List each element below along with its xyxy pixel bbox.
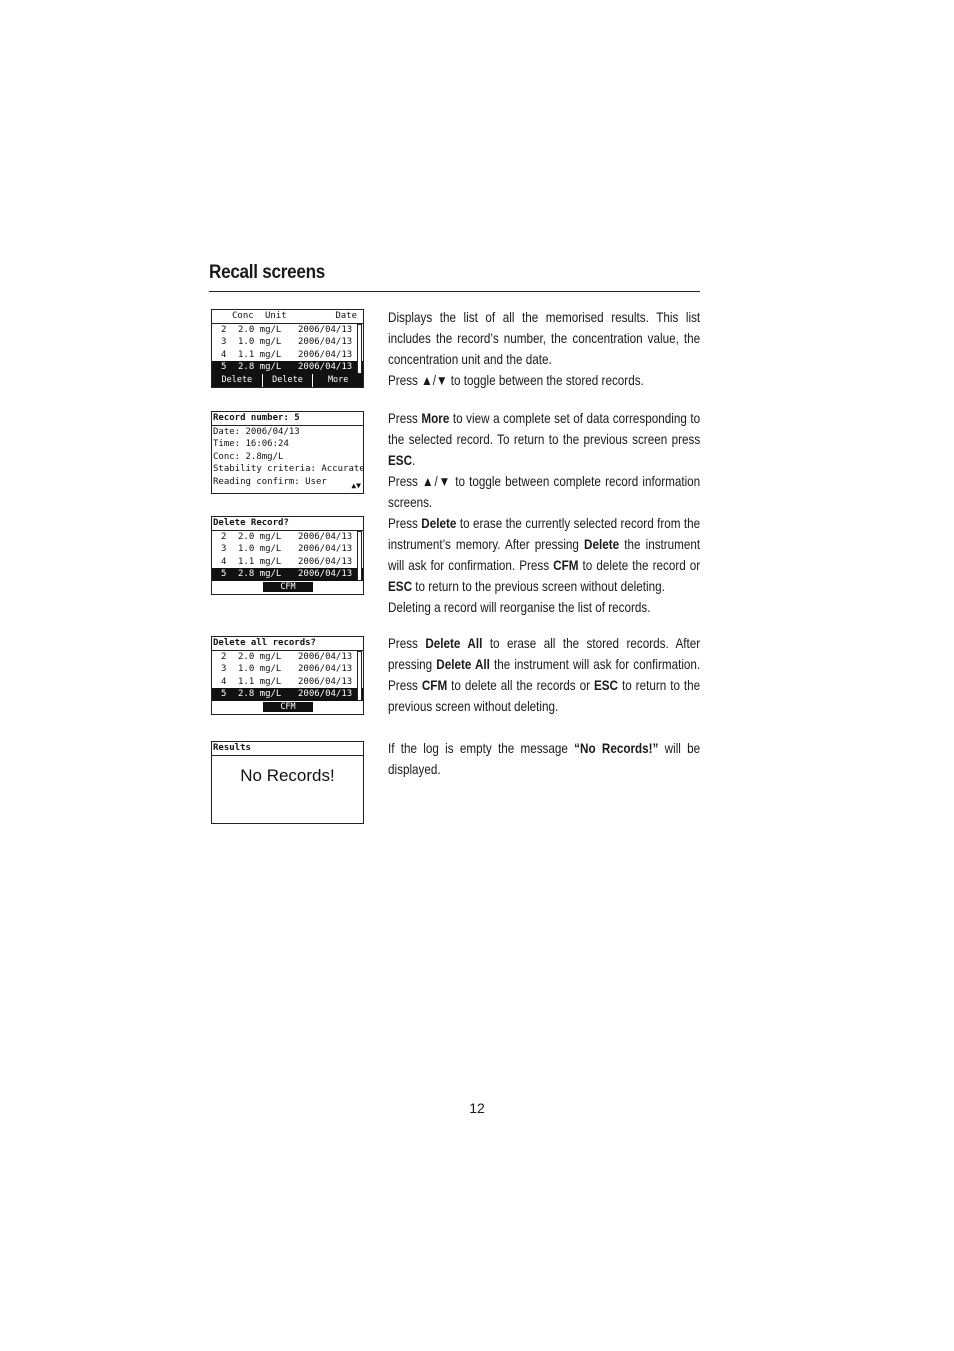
lcd-delete-record xyxy=(211,516,364,595)
record-conc: Conc: 2.8mg/L xyxy=(213,451,284,462)
scrollbar xyxy=(357,324,362,374)
desc-paragraph: Deleting a record will reorganise the list of records. xyxy=(388,600,651,615)
table-row: 2 2.0 mg/L 2006/04/13 xyxy=(221,531,353,542)
lcd-record-list xyxy=(211,309,364,398)
desc-paragraph: Press ▲/▼ to toggle between complete record information screens. xyxy=(388,474,701,510)
cfm-bar xyxy=(212,581,363,594)
delete-softkey: Delete xyxy=(263,374,314,387)
table-row: 3 1.0 mg/L 2006/04/13 xyxy=(221,337,353,348)
lcd-record-details xyxy=(211,411,364,494)
description-delete xyxy=(388,513,700,618)
results-title: Results xyxy=(212,742,363,756)
table-row-selected: 5 2.8 mg/L 2006/04/13 xyxy=(212,688,363,701)
record-stability: Stability criteria: Accurate xyxy=(213,464,365,475)
table-row: 4 1.1 mg/L 2006/04/13 xyxy=(221,676,353,687)
table-row-selected: 5 2.8 mg/L 2006/04/13 xyxy=(212,361,363,374)
table-row-selected: 5 2.8 mg/L 2006/04/13 xyxy=(212,568,363,581)
desc-paragraph: Press Delete to erase the currently selected record from the instrument’s memory. After pressing Delete the instrument will ask for confirmation. Press CFM to delete the record or ESC to return to the previous screen without deleting. xyxy=(388,516,701,594)
table-row: 3 1.0 mg/L 2006/04/13 xyxy=(221,664,353,675)
delete-all-softkey: Delete All xyxy=(212,374,263,387)
delete-all-title: Delete all records? xyxy=(212,637,363,651)
record-date: Date: 2006/04/13 xyxy=(213,426,300,437)
cfm-softkey: CFM xyxy=(263,702,313,712)
table-row: 4 1.1 mg/L 2006/04/13 xyxy=(221,349,353,360)
title-rule xyxy=(209,291,700,292)
page-number: 12 xyxy=(469,1100,485,1116)
softkey-menu xyxy=(212,374,363,398)
table-row: 4 1.1 mg/L 2006/04/13 xyxy=(221,556,353,567)
header-date: Date xyxy=(335,311,357,321)
lcd-delete-all xyxy=(211,636,364,715)
desc-paragraph: Press Delete All to erase all the stored records. After pressing Delete All the instrument will ask for confirmation. Press CFM to delete all the records or ESC to return to the previous screen without deleting. xyxy=(388,636,701,714)
scrollbar xyxy=(357,651,362,701)
desc-paragraph: Displays the list of all the memorised results. This list includes the record’s number, the concentration value, the concentration unit and the date. xyxy=(388,310,701,367)
cfm-bar xyxy=(212,701,363,714)
record-time: Time: 16:06:24 xyxy=(213,439,289,450)
description-list xyxy=(388,307,700,391)
description-delete-all xyxy=(388,633,700,717)
delete-record-title: Delete Record? xyxy=(212,517,363,531)
more-softkey: More xyxy=(327,374,349,385)
record-title: Record number: 5 xyxy=(212,412,363,426)
up-down-arrows-icon: ▲▼ xyxy=(351,481,361,490)
scrollbar xyxy=(357,531,362,581)
desc-paragraph: Press ▲/▼ to toggle between the stored records. xyxy=(388,373,644,388)
table-row: 3 1.0 mg/L 2006/04/13 xyxy=(221,544,353,555)
section-title: Recall screens xyxy=(209,262,326,283)
table-row: 2 2.0 mg/L 2006/04/13 xyxy=(221,324,353,335)
list-header xyxy=(212,310,363,324)
header-conc: Conc xyxy=(232,311,254,321)
description-empty xyxy=(388,738,700,780)
desc-paragraph: If the log is empty the message “No Records!” will be displayed. xyxy=(388,741,701,777)
header-unit: Unit xyxy=(265,311,287,321)
record-confirm: Reading confirm: User xyxy=(213,476,327,487)
no-records-message: No Records! xyxy=(240,765,335,785)
lcd-empty-results xyxy=(211,741,364,824)
desc-paragraph: Press More to view a complete set of data corresponding to the selected record. To return to the previous screen press ESC. xyxy=(388,411,701,468)
table-row: 2 2.0 mg/L 2006/04/13 xyxy=(221,651,353,662)
description-more xyxy=(388,408,700,513)
cfm-softkey: CFM xyxy=(263,582,313,592)
